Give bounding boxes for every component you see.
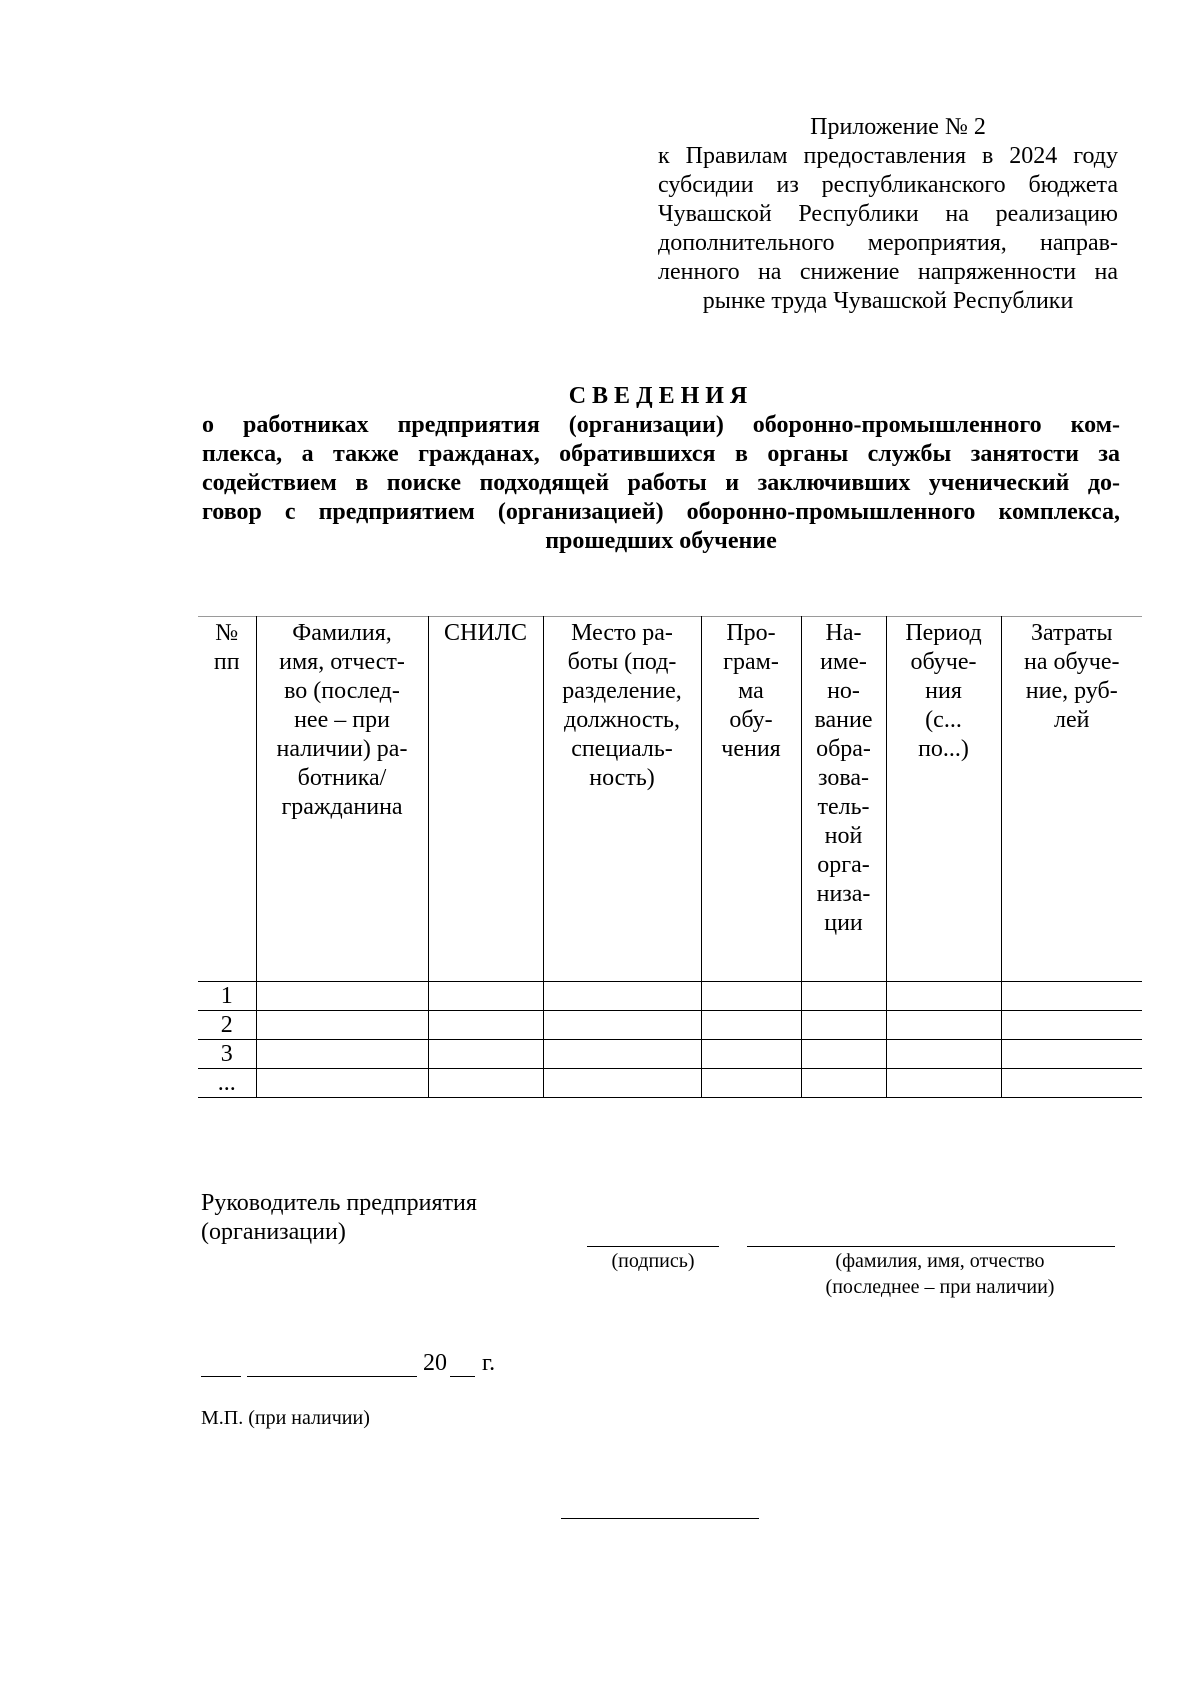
table-cell[interactable]	[701, 982, 801, 1011]
table-cell[interactable]	[428, 1040, 543, 1069]
signature-caption: (подпись)	[611, 1250, 695, 1272]
table-cell[interactable]	[701, 1040, 801, 1069]
table-cell[interactable]	[801, 1040, 886, 1069]
head-label	[201, 1189, 477, 1247]
table-cell[interactable]	[256, 982, 428, 1011]
workers-table	[198, 616, 1142, 1098]
row-number: ...	[198, 1069, 256, 1098]
table-cell[interactable]	[543, 1011, 701, 1040]
table-cell[interactable]	[886, 982, 1001, 1011]
heading-line: о работниках предприятия (организации) оборонно-промышленного ком-	[202, 412, 1120, 438]
row-number: 2	[198, 1011, 256, 1040]
table-cell[interactable]	[543, 1040, 701, 1069]
table-cell[interactable]	[701, 1069, 801, 1098]
table-cell[interactable]	[701, 1011, 801, 1040]
header-cell-institution: На- име- но- вание обра- зова- тель- ной орга- низа- ции	[801, 617, 886, 982]
head-label-line: Руководитель предприятия	[201, 1190, 477, 1216]
table-cell[interactable]	[801, 1011, 886, 1040]
head-label-line: (организации)	[201, 1219, 346, 1245]
date-year-suffix: г.	[482, 1350, 496, 1376]
table-cell[interactable]	[1001, 982, 1142, 1011]
table-cell[interactable]	[543, 1069, 701, 1098]
table-cell[interactable]	[543, 982, 701, 1011]
row-number: 3	[198, 1040, 256, 1069]
full-name-caption: (фамилия, имя, отчество (последнее – при наличии)	[825, 1250, 1055, 1298]
header-cell-full-name: Фамилия, имя, отчест- во (послед- нее – при наличии) ра- ботника/ гражданина	[256, 617, 428, 982]
header-cell-period: Период обуче- ния (с... по...)	[886, 617, 1001, 982]
header-cell-cost: Затраты на обуче- ние, руб- лей	[1001, 617, 1142, 982]
table-cell[interactable]	[886, 1011, 1001, 1040]
table-cell[interactable]	[428, 1069, 543, 1098]
header-cell-number: № пп	[198, 617, 256, 982]
table-cell[interactable]	[1001, 1011, 1142, 1040]
table-row	[198, 1040, 1142, 1069]
appendix-line: дополнительного мероприятия, направ-	[658, 230, 1118, 256]
table-row	[198, 982, 1142, 1011]
appendix-line: к Правилам предоставления в 2024 году	[658, 143, 1118, 169]
header-cell-program: Про- грам- ма обу- чения	[701, 617, 801, 982]
table-header-row	[198, 617, 1142, 982]
document-title: СВЕДЕНИЯ	[568, 383, 754, 409]
appendix-line: субсидии из республиканского бюджета	[658, 172, 1118, 198]
appendix-line: Чувашской Республики на реализацию	[658, 201, 1118, 227]
date-year-line[interactable]	[450, 1376, 475, 1377]
table-cell[interactable]	[1001, 1069, 1142, 1098]
table-cell[interactable]	[428, 982, 543, 1011]
table-cell[interactable]	[256, 1069, 428, 1098]
table-cell[interactable]	[428, 1011, 543, 1040]
header-cell-workplace: Место ра- боты (под- разделение, должность, специаль- ность)	[543, 617, 701, 982]
appendix-line: рынке труда Чувашской Республики	[702, 288, 1074, 314]
table-cell[interactable]	[256, 1040, 428, 1069]
signature-line[interactable]	[587, 1246, 719, 1247]
footer-divider	[561, 1518, 759, 1519]
full-name-line[interactable]	[747, 1246, 1115, 1247]
document-heading	[202, 382, 1120, 556]
appendix-title: Приложение № 2	[810, 114, 986, 140]
header-cell-snils: СНИЛС	[428, 617, 543, 982]
table-cell[interactable]	[886, 1040, 1001, 1069]
table-row	[198, 1011, 1142, 1040]
heading-line: содействием в поиске подходящей работы и заключивших ученический до-	[202, 470, 1120, 496]
row-number: 1	[198, 982, 256, 1011]
date-month-line[interactable]	[247, 1376, 417, 1377]
appendix-block	[658, 113, 1118, 316]
heading-line: говор с предприятием (организацией) оборонно-промышленного комплекса,	[202, 499, 1120, 525]
table-cell[interactable]	[886, 1069, 1001, 1098]
stamp-label: М.П. (при наличии)	[201, 1407, 370, 1429]
heading-line: прошедших обучение	[545, 528, 777, 554]
date-day-line[interactable]	[201, 1376, 241, 1377]
table-cell[interactable]	[1001, 1040, 1142, 1069]
heading-line: плекса, а также гражданах, обратившихся в органы службы занятости за	[202, 441, 1120, 467]
appendix-line: ленного на снижение напряженности на	[658, 259, 1118, 285]
table-cell[interactable]	[801, 982, 886, 1011]
table-row	[198, 1069, 1142, 1098]
table-cell[interactable]	[801, 1069, 886, 1098]
date-year-prefix: 20	[423, 1350, 447, 1376]
table-cell[interactable]	[256, 1011, 428, 1040]
